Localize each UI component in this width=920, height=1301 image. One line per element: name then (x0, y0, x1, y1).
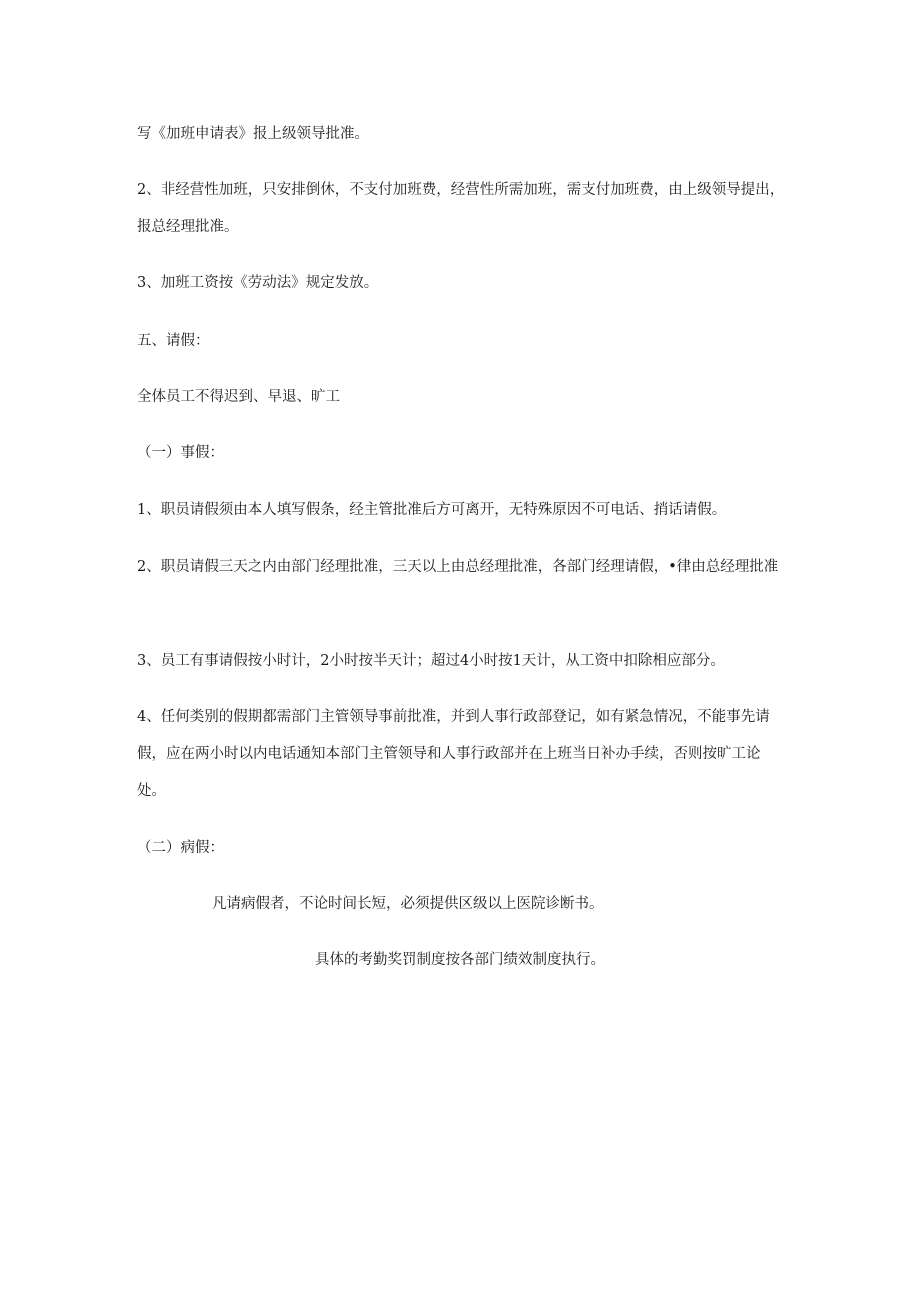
subheading-sick-leave: （二）病假： (137, 840, 224, 856)
paragraph-leave-rule-3: 3、员工有事请假按小时计，2小时按半天计；超过4小时按1天计，从工资中扣除相应部分。 (137, 653, 725, 669)
paragraph-closing-note: 具体的考勤奖罚制度按各部门绩效制度执行。 (315, 952, 605, 968)
paragraph-overtime-wage: 3、加班工资按《劳动法》规定发放。 (137, 275, 379, 291)
paragraph-sick-leave-rule: 凡请病假者，不论时间长短，必须提供区级以上医院诊断书。 (212, 896, 604, 912)
paragraph-leave-rule-2: 2、职员请假三天之内由部门经理批准，三天以上由总经理批准，各部门经理请假，•律由总经理批准 (137, 559, 779, 575)
paragraph-overtime-application: 写《加班申请表》报上级领导批准。 (137, 126, 369, 142)
paragraph-leave-rule-4: 4、任何类别的假期都需部门主管领导事前批准，并到人事行政部登记，如有紧急情况，不能事先请假，应在两小时以内电话通知本部门主管领导和人事行政部并在上班当日补办手续，否则按旷工论处。 (137, 709, 770, 799)
paragraph-overtime-pay-rule: 2、非经营性加班，只安排倒休，不支付加班费，经营性所需加班，需支付加班费，由上级领导提出，报总经理批准。 (137, 182, 785, 235)
paragraph-no-lateness: 全体员工不得迟到、早退、旷工 (137, 389, 340, 405)
subheading-personal-leave: （一）事假： (137, 445, 224, 461)
paragraph-leave-rule-1: 1、职员请假须由本人填写假条，经主管批准后方可离开，无特殊原因不可电话、捎话请假。 (137, 502, 727, 518)
section-heading-leave: 五、请假： (137, 333, 210, 349)
